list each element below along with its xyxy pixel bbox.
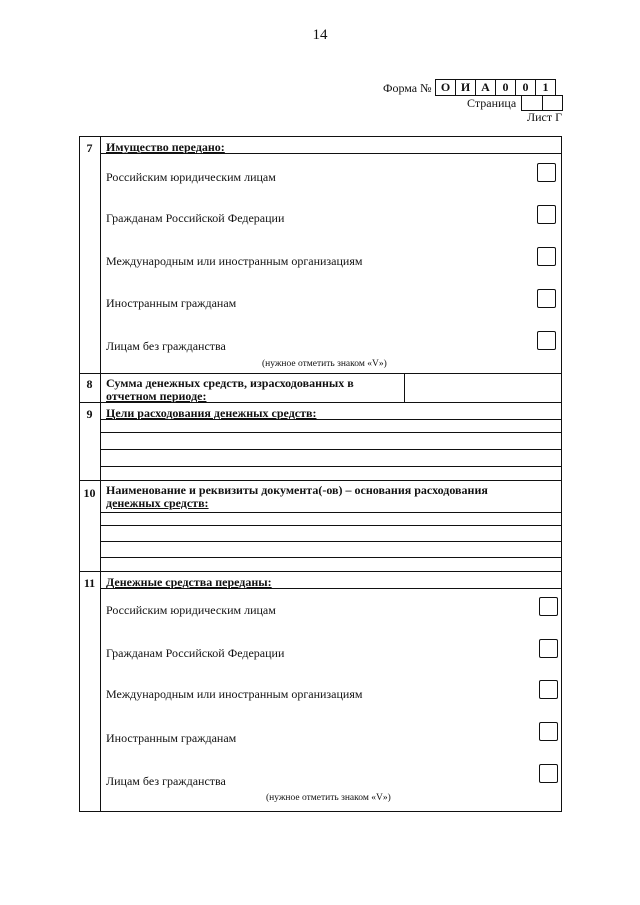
page-label: Страница: [467, 96, 517, 110]
form-code-cell: А: [476, 80, 496, 95]
option-checkbox[interactable]: [539, 597, 558, 616]
checkbox-note: (нужное отметить знаком «V»): [262, 359, 387, 369]
option-checkbox[interactable]: [537, 205, 556, 224]
sheet-label: Лист Г: [527, 110, 563, 124]
option-checkbox[interactable]: [537, 247, 556, 266]
text-entry-line[interactable]: [100, 557, 562, 558]
section-11-header-rule: [100, 588, 562, 589]
option-label: Международным или иностранным организациям: [106, 254, 363, 268]
section-number-10: 10: [83, 486, 96, 500]
section-title-10: [106, 484, 488, 510]
option-checkbox[interactable]: [537, 163, 556, 182]
section-number-7: 7: [86, 141, 93, 155]
option-label: Лицам без гражданства: [106, 339, 226, 353]
section-9-header-rule: [100, 419, 562, 420]
section-title-7: Имущество передано:: [106, 140, 225, 154]
amount-field[interactable]: [404, 373, 405, 402]
section-title-10-line1: Наименование и реквизиты документа(-ов) – основания расходования: [106, 483, 488, 497]
section-10-header-rule: [100, 512, 562, 513]
page-number: 14: [312, 27, 328, 43]
option-label: Российским юридическим лицам: [106, 170, 276, 184]
section-title-8-line2: отчетном периоде:: [106, 389, 207, 403]
option-checkbox[interactable]: [539, 680, 558, 699]
section-divider: [79, 480, 562, 481]
text-entry-line[interactable]: [100, 449, 562, 450]
text-entry-line[interactable]: [100, 466, 562, 467]
section-number-9: 9: [86, 407, 93, 421]
option-label: Иностранным гражданам: [106, 731, 237, 745]
option-checkbox[interactable]: [539, 722, 558, 741]
section-divider: [79, 373, 562, 374]
section-title-9: Цели расходования денежных средств:: [106, 406, 317, 420]
page-number-field[interactable]: [521, 95, 563, 111]
option-checkbox[interactable]: [537, 289, 556, 308]
option-checkbox[interactable]: [537, 331, 556, 350]
checkbox-note: (нужное отметить знаком «V»): [266, 793, 391, 803]
option-label: Иностранным гражданам: [106, 296, 237, 310]
option-checkbox[interactable]: [539, 639, 558, 658]
form-code-cell: 1: [542, 80, 549, 94]
number-column-divider: [100, 136, 101, 812]
option-checkbox[interactable]: [539, 764, 558, 783]
option-label: Международным или иностранным организациям: [106, 687, 363, 701]
section-number-11: 11: [83, 576, 96, 590]
form-code-cell: О: [436, 80, 456, 95]
option-label: Российским юридическим лицам: [106, 603, 276, 617]
text-entry-line[interactable]: [100, 525, 562, 526]
form-frame: [79, 136, 562, 812]
section-7-header-rule: [100, 153, 562, 154]
section-title-8: [106, 377, 354, 403]
text-entry-line[interactable]: [100, 541, 562, 542]
form-number-label: Форма №: [383, 81, 432, 95]
section-divider: [79, 571, 562, 572]
form-code-cell: 0: [516, 80, 536, 95]
form-code-cell: И: [456, 80, 476, 95]
section-title-10-line2: денежных средств:: [106, 496, 209, 510]
option-label: Гражданам Российской Федерации: [106, 211, 285, 225]
text-entry-line[interactable]: [100, 432, 562, 433]
section-title-8-line1: Сумма денежных средств, израсходованных в: [106, 376, 354, 390]
option-label: Гражданам Российской Федерации: [106, 646, 285, 660]
section-number-8: 8: [86, 377, 93, 391]
option-label: Лицам без гражданства: [106, 774, 226, 788]
section-title-11: Денежные средства переданы:: [106, 575, 272, 589]
section-divider: [79, 402, 562, 403]
form-code-cell: 0: [496, 80, 516, 95]
form-code: [435, 79, 556, 96]
